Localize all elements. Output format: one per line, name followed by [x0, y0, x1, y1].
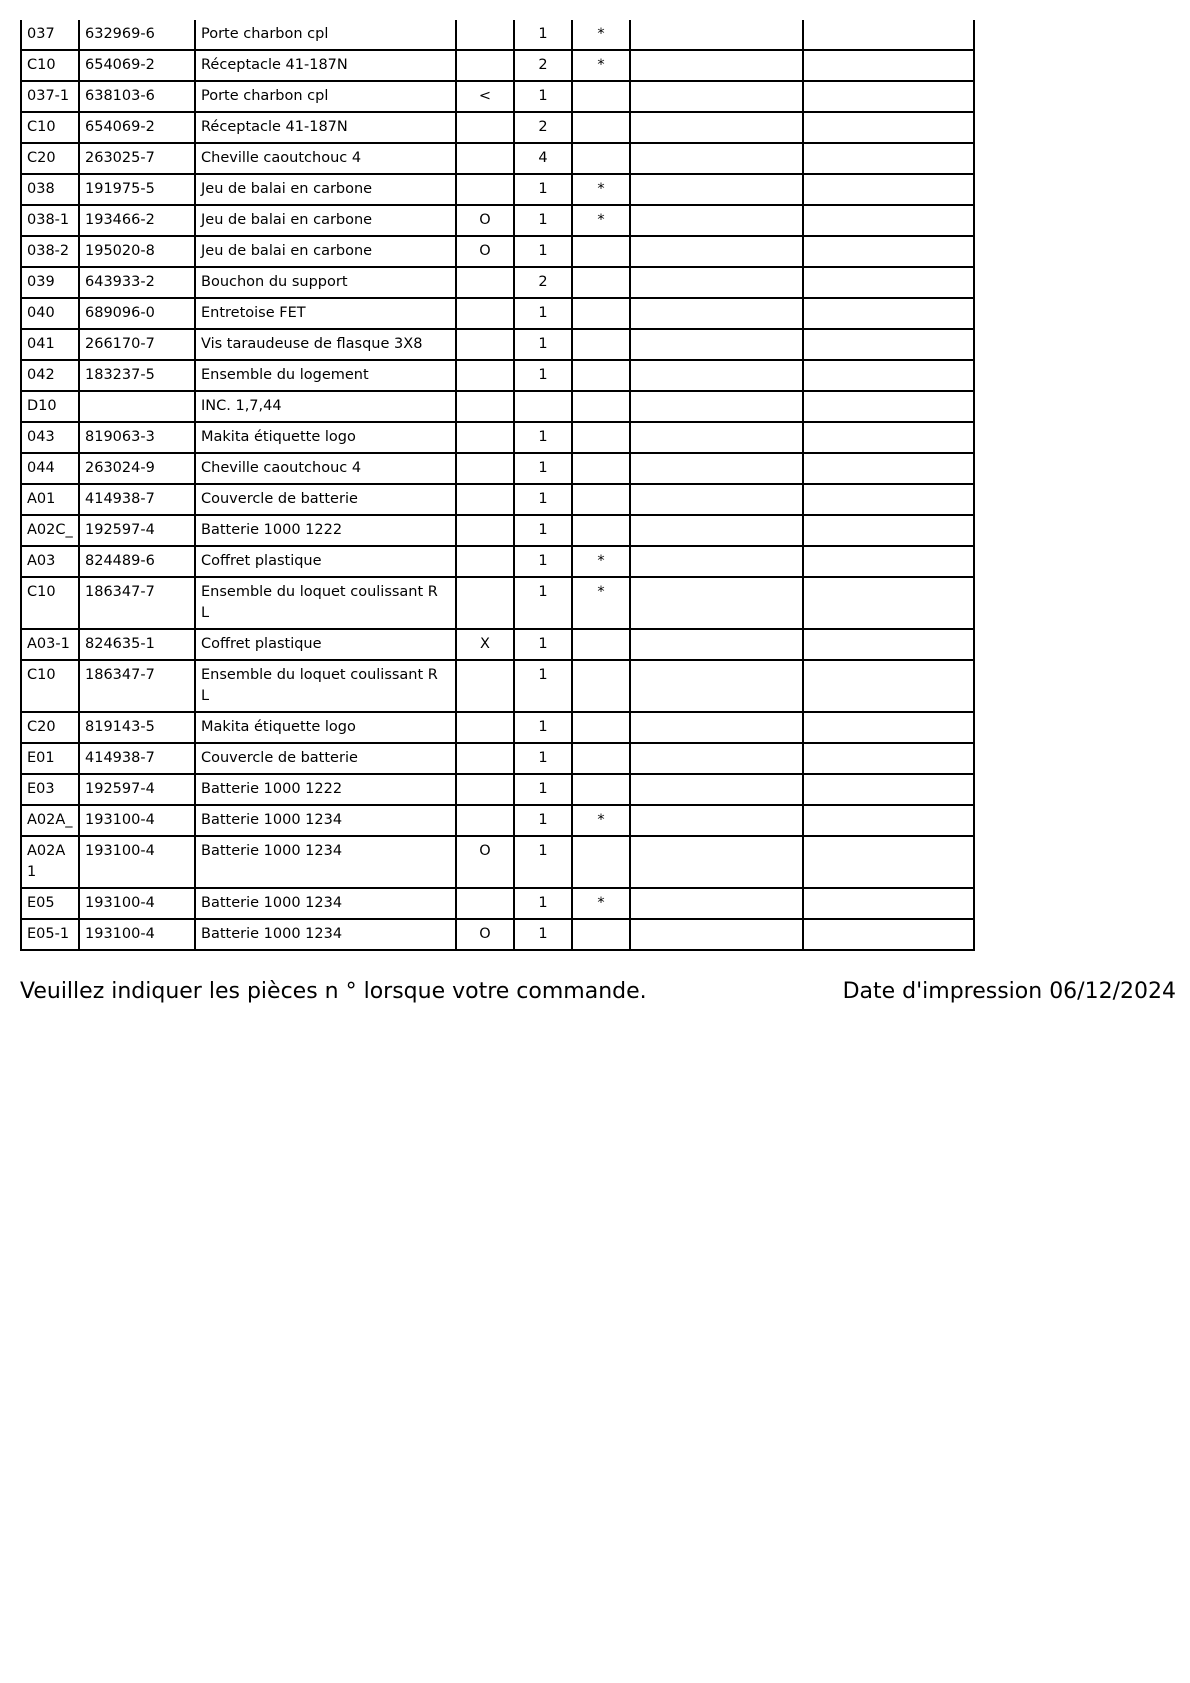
quantity-cell: 1 — [514, 774, 572, 805]
quantity-cell: 1 — [514, 174, 572, 205]
blank-cell — [803, 174, 974, 205]
quantity-cell: 1 — [514, 805, 572, 836]
description-cell: Coffret plastique — [195, 546, 456, 577]
description-cell: Batterie 1000 1222 — [195, 515, 456, 546]
mark-cell: * — [572, 805, 630, 836]
quantity-cell: 1 — [514, 81, 572, 112]
blank-cell — [630, 50, 803, 81]
quantity-cell: 1 — [514, 836, 572, 888]
part-number-cell: 195020-8 — [79, 236, 195, 267]
mark-cell — [572, 774, 630, 805]
note-cell — [456, 888, 514, 919]
part-number-cell: 414938-7 — [79, 743, 195, 774]
quantity-cell: 1 — [514, 360, 572, 391]
blank-cell — [630, 453, 803, 484]
blank-cell — [803, 20, 974, 50]
mark-cell — [572, 143, 630, 174]
description-cell: Réceptacle 41-187N — [195, 112, 456, 143]
blank-cell — [630, 805, 803, 836]
blank-cell — [803, 360, 974, 391]
description-cell: Porte charbon cpl — [195, 81, 456, 112]
blank-cell — [803, 391, 974, 422]
ref-cell: 037-1 — [21, 81, 79, 112]
quantity-cell: 1 — [514, 422, 572, 453]
part-number-cell: 414938-7 — [79, 484, 195, 515]
ref-cell: C10 — [21, 112, 79, 143]
blank-cell — [803, 660, 974, 712]
blank-cell — [803, 919, 974, 950]
blank-cell — [630, 577, 803, 629]
note-cell — [456, 484, 514, 515]
quantity-cell: 2 — [514, 267, 572, 298]
note-cell — [456, 515, 514, 546]
quantity-cell: 1 — [514, 298, 572, 329]
mark-cell — [572, 836, 630, 888]
quantity-cell: 1 — [514, 712, 572, 743]
ref-cell: C10 — [21, 50, 79, 81]
quantity-cell: 1 — [514, 629, 572, 660]
ref-cell: C10 — [21, 660, 79, 712]
blank-cell — [803, 805, 974, 836]
description-cell: Cheville caoutchouc 4 — [195, 143, 456, 174]
part-number-cell: 689096-0 — [79, 298, 195, 329]
blank-cell — [803, 453, 974, 484]
ref-cell: E05 — [21, 888, 79, 919]
table-row — [21, 660, 974, 712]
blank-cell — [630, 484, 803, 515]
description-cell: Makita étiquette logo — [195, 422, 456, 453]
blank-cell — [803, 484, 974, 515]
quantity-cell: 4 — [514, 143, 572, 174]
ref-cell: 041 — [21, 329, 79, 360]
note-cell: O — [456, 236, 514, 267]
mark-cell: * — [572, 20, 630, 50]
table-row — [21, 112, 974, 143]
description-cell: Batterie 1000 1234 — [195, 919, 456, 950]
quantity-cell: 1 — [514, 546, 572, 577]
part-number-cell: 193100-4 — [79, 888, 195, 919]
blank-cell — [803, 329, 974, 360]
part-number-cell: 193100-4 — [79, 805, 195, 836]
blank-cell — [630, 112, 803, 143]
part-number-cell: 193100-4 — [79, 836, 195, 888]
part-number-cell: 192597-4 — [79, 774, 195, 805]
blank-cell — [803, 50, 974, 81]
table-row — [21, 453, 974, 484]
part-number-cell: 643933-2 — [79, 267, 195, 298]
table-row — [21, 919, 974, 950]
mark-cell — [572, 422, 630, 453]
blank-cell — [803, 81, 974, 112]
ref-cell: 039 — [21, 267, 79, 298]
ref-cell: 040 — [21, 298, 79, 329]
mark-cell — [572, 484, 630, 515]
ref-cell: 042 — [21, 360, 79, 391]
blank-cell — [630, 629, 803, 660]
table-row — [21, 143, 974, 174]
part-number-cell: 632969-6 — [79, 20, 195, 50]
ref-cell: 037 — [21, 20, 79, 50]
blank-cell — [803, 888, 974, 919]
part-number-cell: 193466-2 — [79, 205, 195, 236]
quantity-cell: 1 — [514, 329, 572, 360]
part-number-cell: 183237-5 — [79, 360, 195, 391]
blank-cell — [803, 236, 974, 267]
note-cell — [456, 577, 514, 629]
ref-cell: 038 — [21, 174, 79, 205]
note-cell — [456, 453, 514, 484]
part-number-cell: 824635-1 — [79, 629, 195, 660]
blank-cell — [803, 577, 974, 629]
note-cell — [456, 422, 514, 453]
ref-cell: E01 — [21, 743, 79, 774]
quantity-cell: 1 — [514, 515, 572, 546]
blank-cell — [630, 174, 803, 205]
part-number-cell: 263025-7 — [79, 143, 195, 174]
mark-cell — [572, 112, 630, 143]
table-row — [21, 391, 974, 422]
note-cell — [456, 743, 514, 774]
part-number-cell: 191975-5 — [79, 174, 195, 205]
note-cell — [456, 660, 514, 712]
note-cell: < — [456, 81, 514, 112]
print-date: Date d'impression 06/12/2024 — [842, 979, 1176, 1004]
mark-cell — [572, 453, 630, 484]
blank-cell — [803, 743, 974, 774]
blank-cell — [803, 143, 974, 174]
blank-cell — [630, 515, 803, 546]
table-row — [21, 360, 974, 391]
quantity-cell: 1 — [514, 205, 572, 236]
mark-cell — [572, 919, 630, 950]
mark-cell — [572, 629, 630, 660]
ref-cell: C10 — [21, 577, 79, 629]
table-row — [21, 836, 974, 888]
note-cell: O — [456, 919, 514, 950]
note-cell — [456, 112, 514, 143]
mark-cell: * — [572, 888, 630, 919]
blank-cell — [803, 205, 974, 236]
blank-cell — [803, 629, 974, 660]
description-cell: Ensemble du loquet coulissant R L — [195, 660, 456, 712]
quantity-cell — [514, 391, 572, 422]
ref-cell: C20 — [21, 712, 79, 743]
quantity-cell: 1 — [514, 577, 572, 629]
table-row — [21, 298, 974, 329]
ref-cell: A02A 1 — [21, 836, 79, 888]
part-number-cell: 824489-6 — [79, 546, 195, 577]
parts-list-table — [20, 20, 975, 951]
table-row — [21, 805, 974, 836]
table-row — [21, 743, 974, 774]
blank-cell — [630, 81, 803, 112]
blank-cell — [803, 267, 974, 298]
quantity-cell: 2 — [514, 112, 572, 143]
blank-cell — [803, 836, 974, 888]
blank-cell — [803, 712, 974, 743]
note-cell — [456, 298, 514, 329]
blank-cell — [630, 774, 803, 805]
ref-cell: 043 — [21, 422, 79, 453]
part-number-cell: 266170-7 — [79, 329, 195, 360]
note-cell — [456, 805, 514, 836]
blank-cell — [630, 236, 803, 267]
parts-table-body — [21, 20, 974, 950]
blank-cell — [803, 774, 974, 805]
quantity-cell: 2 — [514, 50, 572, 81]
description-cell: Batterie 1000 1234 — [195, 805, 456, 836]
mark-cell — [572, 298, 630, 329]
table-row — [21, 236, 974, 267]
description-cell: INC. 1,7,44 — [195, 391, 456, 422]
part-number-cell: 654069-2 — [79, 50, 195, 81]
table-row — [21, 577, 974, 629]
table-row — [21, 329, 974, 360]
note-cell — [456, 50, 514, 81]
description-cell: Ensemble du loquet coulissant R L — [195, 577, 456, 629]
ref-cell: A01 — [21, 484, 79, 515]
mark-cell — [572, 267, 630, 298]
mark-cell — [572, 712, 630, 743]
part-number-cell: 192597-4 — [79, 515, 195, 546]
blank-cell — [803, 298, 974, 329]
note-cell: X — [456, 629, 514, 660]
part-number-cell: 654069-2 — [79, 112, 195, 143]
blank-cell — [630, 422, 803, 453]
note-cell — [456, 546, 514, 577]
description-cell: Ensemble du logement — [195, 360, 456, 391]
table-row — [21, 267, 974, 298]
description-cell: Entretoise FET — [195, 298, 456, 329]
description-cell: Coffret plastique — [195, 629, 456, 660]
description-cell: Porte charbon cpl — [195, 20, 456, 50]
table-row — [21, 629, 974, 660]
mark-cell: * — [572, 546, 630, 577]
description-cell: Jeu de balai en carbone — [195, 205, 456, 236]
part-number-cell — [79, 391, 195, 422]
note-cell — [456, 360, 514, 391]
ref-cell: E05-1 — [21, 919, 79, 950]
part-number-cell: 186347-7 — [79, 660, 195, 712]
blank-cell — [630, 712, 803, 743]
description-cell: Couvercle de batterie — [195, 743, 456, 774]
description-cell: Batterie 1000 1222 — [195, 774, 456, 805]
note-cell — [456, 329, 514, 360]
blank-cell — [630, 360, 803, 391]
blank-cell — [630, 743, 803, 774]
table-row — [21, 546, 974, 577]
note-cell — [456, 267, 514, 298]
blank-cell — [630, 205, 803, 236]
blank-cell — [630, 329, 803, 360]
blank-cell — [630, 836, 803, 888]
table-row — [21, 515, 974, 546]
blank-cell — [803, 112, 974, 143]
table-row — [21, 50, 974, 81]
note-cell — [456, 143, 514, 174]
part-number-cell: 263024-9 — [79, 453, 195, 484]
note-cell — [456, 391, 514, 422]
blank-cell — [630, 391, 803, 422]
mark-cell — [572, 743, 630, 774]
table-row — [21, 484, 974, 515]
mark-cell — [572, 329, 630, 360]
blank-cell — [630, 298, 803, 329]
blank-cell — [630, 546, 803, 577]
ref-cell: 038-2 — [21, 236, 79, 267]
mark-cell — [572, 236, 630, 267]
mark-cell: * — [572, 174, 630, 205]
mark-cell — [572, 360, 630, 391]
order-instruction-note: Veuillez indiquer les pièces n ° lorsque votre commande. — [20, 979, 647, 1004]
note-cell — [456, 774, 514, 805]
table-row — [21, 20, 974, 50]
ref-cell: A02A_ — [21, 805, 79, 836]
description-cell: Jeu de balai en carbone — [195, 236, 456, 267]
ref-cell: C20 — [21, 143, 79, 174]
table-row — [21, 205, 974, 236]
table-row — [21, 174, 974, 205]
table-row — [21, 774, 974, 805]
blank-cell — [803, 422, 974, 453]
quantity-cell: 1 — [514, 660, 572, 712]
description-cell: Vis taraudeuse de flasque 3X8 — [195, 329, 456, 360]
mark-cell — [572, 81, 630, 112]
blank-cell — [803, 546, 974, 577]
description-cell: Batterie 1000 1234 — [195, 836, 456, 888]
ref-cell: A02C_ — [21, 515, 79, 546]
blank-cell — [630, 888, 803, 919]
part-number-cell: 186347-7 — [79, 577, 195, 629]
part-number-cell: 193100-4 — [79, 919, 195, 950]
quantity-cell: 1 — [514, 20, 572, 50]
note-cell — [456, 20, 514, 50]
mark-cell — [572, 515, 630, 546]
quantity-cell: 1 — [514, 743, 572, 774]
quantity-cell: 1 — [514, 888, 572, 919]
ref-cell: 044 — [21, 453, 79, 484]
blank-cell — [630, 267, 803, 298]
quantity-cell: 1 — [514, 236, 572, 267]
note-cell: O — [456, 205, 514, 236]
part-number-cell: 819063-3 — [79, 422, 195, 453]
quantity-cell: 1 — [514, 919, 572, 950]
table-row — [21, 422, 974, 453]
part-number-cell: 638103-6 — [79, 81, 195, 112]
mark-cell: * — [572, 50, 630, 81]
ref-cell: D10 — [21, 391, 79, 422]
quantity-cell: 1 — [514, 484, 572, 515]
table-row — [21, 81, 974, 112]
description-cell: Batterie 1000 1234 — [195, 888, 456, 919]
quantity-cell: 1 — [514, 453, 572, 484]
blank-cell — [803, 515, 974, 546]
mark-cell — [572, 660, 630, 712]
table-row — [21, 712, 974, 743]
description-cell: Makita étiquette logo — [195, 712, 456, 743]
note-cell — [456, 174, 514, 205]
mark-cell: * — [572, 577, 630, 629]
ref-cell: A03 — [21, 546, 79, 577]
ref-cell: A03-1 — [21, 629, 79, 660]
mark-cell: * — [572, 205, 630, 236]
table-row — [21, 888, 974, 919]
description-cell: Bouchon du support — [195, 267, 456, 298]
blank-cell — [630, 919, 803, 950]
ref-cell: E03 — [21, 774, 79, 805]
blank-cell — [630, 143, 803, 174]
description-cell: Réceptacle 41-187N — [195, 50, 456, 81]
part-number-cell: 819143-5 — [79, 712, 195, 743]
blank-cell — [630, 20, 803, 50]
mark-cell — [572, 391, 630, 422]
blank-cell — [630, 660, 803, 712]
ref-cell: 038-1 — [21, 205, 79, 236]
note-cell — [456, 712, 514, 743]
note-cell: O — [456, 836, 514, 888]
description-cell: Jeu de balai en carbone — [195, 174, 456, 205]
description-cell: Couvercle de batterie — [195, 484, 456, 515]
description-cell: Cheville caoutchouc 4 — [195, 453, 456, 484]
